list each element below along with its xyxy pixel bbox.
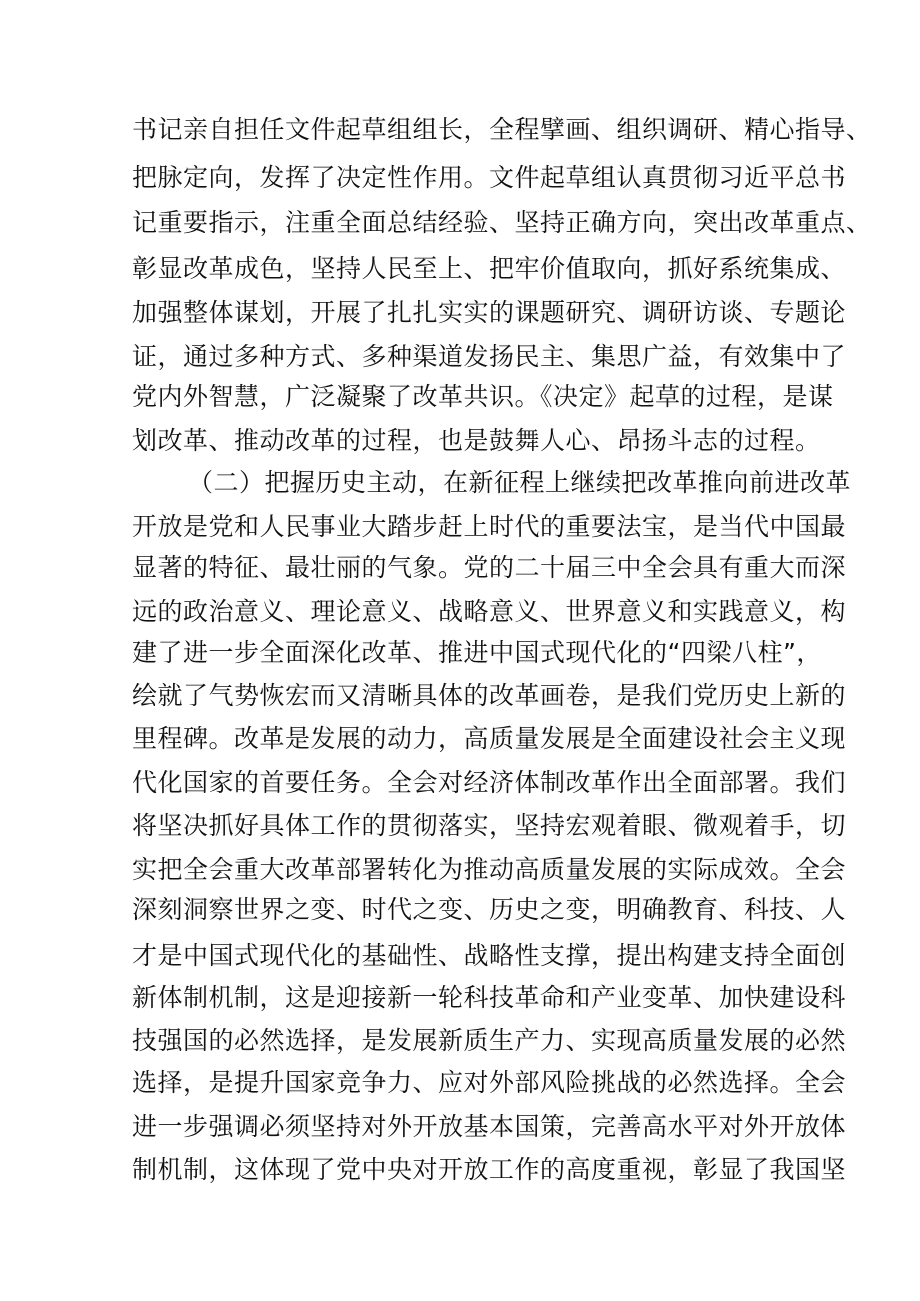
text-line: 进一步强调必须坚持对外开放基本国策，完善高水平对外开放体 [132, 1112, 847, 1141]
text-line: 记重要指示，注重全面总结经验、坚持正确方向，突出改革重点、 [132, 208, 872, 237]
text-line: 书记亲自担任文件起草组组长，全程擘画、组织调研、精心指导、 [132, 115, 872, 144]
text-line: 建了进一步全面深化改革、推进中国式现代化的“四梁八柱”， [132, 638, 822, 667]
text-line: 证，通过多种方式、多种渠道发扬民主、集思广益，有效集中了 [132, 342, 847, 371]
text-line: 彰显改革成色，坚持人民至上、把牢价值取向，抓好系统集成、 [132, 254, 847, 283]
text-line: 把脉定向，发挥了决定性作用。文件起草组认真贯彻习近平总书 [132, 163, 847, 192]
text-line: 显著的特征、最壮丽的气象。党的二十届三中全会具有重大而深 [132, 553, 847, 582]
text-line: 加强整体谋划，开展了扎扎实实的课题研究、调研访谈、专题论 [132, 298, 847, 327]
text-line: 代化国家的首要任务。全会对经济体制改革作出全面部署。我们 [132, 768, 847, 797]
text-line: 将坚决抓好具体工作的贯彻落实，坚持宏观着眼、微观着手，切 [132, 811, 847, 840]
text-line: 党内外智慧，广泛凝聚了改革共识。《决定》起草的过程，是谋 [132, 382, 834, 411]
text-line: 选择，是提升国家竞争力、应对外部风险挑战的必然选择。全会 [132, 1068, 847, 1097]
text-line: 远的政治意义、理论意义、战略意义、世界意义和实践意义，构 [132, 597, 847, 626]
text-line: 划改革、推动改革的过程，也是鼓舞人心、昂扬斗志的过程。 [132, 426, 821, 455]
text-line: 技强国的必然选择，是发展新质生产力、实现高质量发展的必然 [132, 1026, 847, 1055]
text-line: 开放是党和人民事业大踏步赶上时代的重要法宝，是当代中国最 [132, 512, 847, 541]
section-heading-line: （二）把握历史主动，在新征程上继续把改革推向前进改革 [188, 468, 852, 497]
text-line: 新体制机制，这是迎接新一轮科技革命和产业变革、加快建设科 [132, 983, 847, 1012]
text-line: 才是中国式现代化的基础性、战略性支撑，提出构建支持全面创 [132, 941, 847, 970]
text-line: 里程碑。改革是发展的动力，高质量发展是全面建设社会主义现 [132, 724, 847, 753]
text-line: 绘就了气势恢宏而又清晰具体的改革画卷，是我们党历史上新的 [132, 681, 847, 710]
text-line: 深刻洞察世界之变、时代之变、历史之变，明确教育、科技、人 [132, 895, 847, 924]
text-line: 制机制，这体现了党中央对开放工作的高度重视，彰显了我国坚 [132, 1155, 847, 1184]
text-line: 实把全会重大改革部署转化为推动高质量发展的实际成效。全会 [132, 855, 847, 884]
